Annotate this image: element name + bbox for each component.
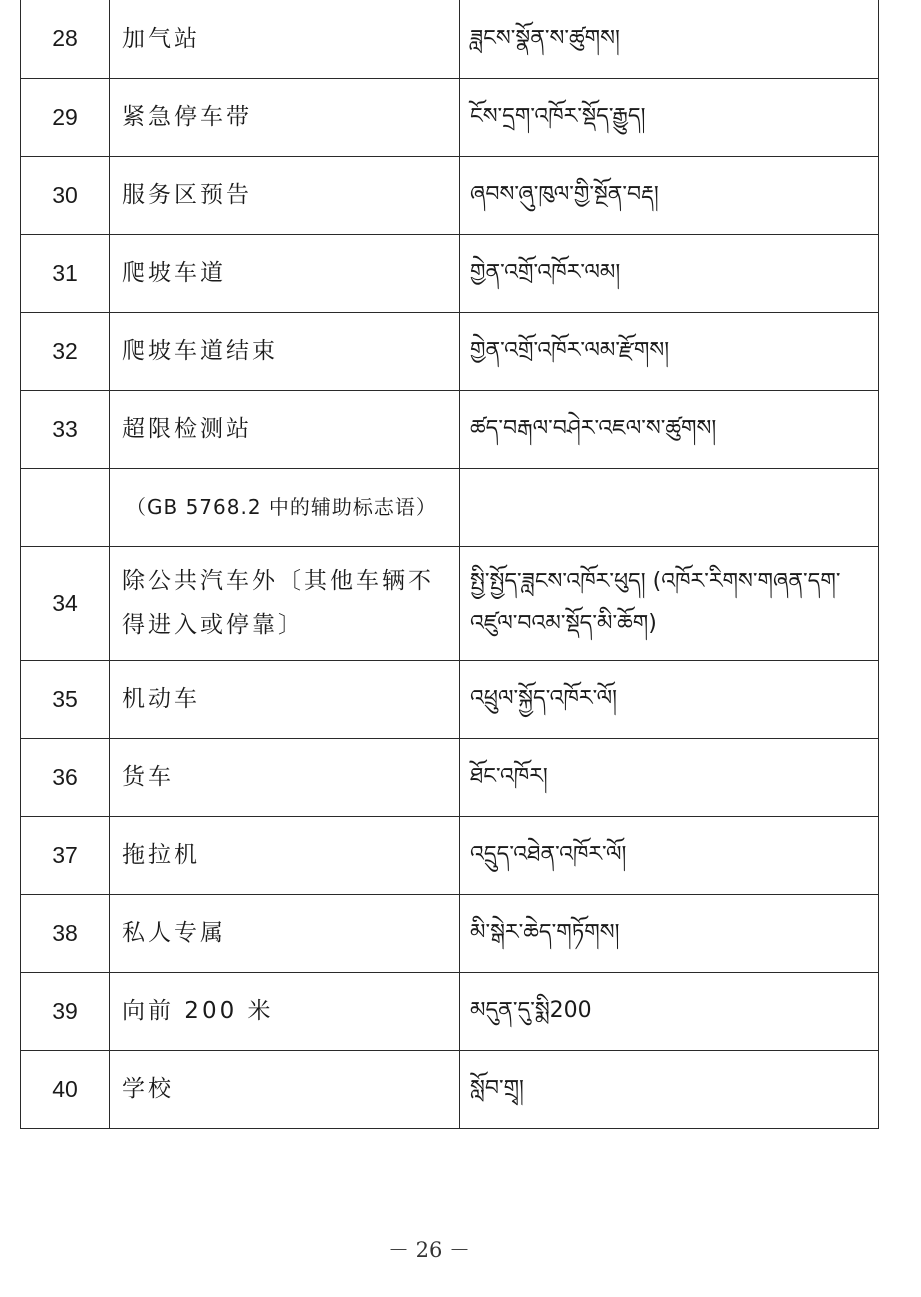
tibetan-term: གྱེན་འགྲོ་འཁོར་ལམ་རྫོགས། — [460, 312, 879, 390]
tibetan-term: མདུན་དུ་སྨི200 — [460, 972, 879, 1050]
table-row — [21, 816, 879, 894]
tibetan-term: གྱེན་འགྲོ་འཁོར་ལམ། — [460, 234, 879, 312]
chinese-term: 加气站 — [110, 0, 460, 78]
chinese-term: 紧急停车带 — [110, 78, 460, 156]
tibetan-term: ཚད་བརྒལ་བཤེར་འཇལ་ས་ཚུགས། — [460, 390, 879, 468]
table-section-row — [21, 468, 879, 546]
table-row — [21, 894, 879, 972]
table-body — [21, 0, 879, 1128]
row-number: 33 — [21, 390, 110, 468]
table-row — [21, 78, 879, 156]
row-number: 28 — [21, 0, 110, 78]
tibetan-term: སློབ་གྲྭ། — [460, 1050, 879, 1128]
row-number: 29 — [21, 78, 110, 156]
table-row — [21, 660, 879, 738]
tibetan-term: འདྲུད་འཐེན་འཁོར་ལོ། — [460, 816, 879, 894]
chinese-term: 除公共汽车外〔其他车辆不得进入或停靠〕 — [110, 546, 460, 660]
chinese-term: 货车 — [110, 738, 460, 816]
row-number: 35 — [21, 660, 110, 738]
table-row — [21, 972, 879, 1050]
row-number: 40 — [21, 1050, 110, 1128]
chinese-term: 私人专属 — [110, 894, 460, 972]
tibetan-term: སྤྱི་སྤྱོད་ཟླངས་འཁོར་ཕུད། (འཁོར་རིགས་གཞན་དག་འཛུལ་བའམ་སྡོད་མི་ཆོག) — [460, 546, 879, 660]
chinese-term: 超限检测站 — [110, 390, 460, 468]
table-row — [21, 546, 879, 660]
row-number: 36 — [21, 738, 110, 816]
chinese-term: 服务区预告 — [110, 156, 460, 234]
tibetan-term: ཟླངས་སྣོན་ས་ཚུགས། — [460, 0, 879, 78]
table-row — [21, 738, 879, 816]
chinese-term: 爬坡车道 — [110, 234, 460, 312]
tibetan-term: ཞབས་ཞུ་ཁུལ་གྱི་སྔོན་བརྡ། — [460, 156, 879, 234]
table-row — [21, 312, 879, 390]
table-row — [21, 234, 879, 312]
row-number: 34 — [21, 546, 110, 660]
chinese-term: 机动车 — [110, 660, 460, 738]
table-row — [21, 1050, 879, 1128]
tibetan-term: ཐོང་འཁོར། — [460, 738, 879, 816]
table-row — [21, 0, 879, 78]
row-number: 32 — [21, 312, 110, 390]
row-number — [21, 468, 110, 546]
row-number: 31 — [21, 234, 110, 312]
tibetan-term: འཕྲུལ་སྐྱོད་འཁོར་ལོ། — [460, 660, 879, 738]
row-number: 38 — [21, 894, 110, 972]
terminology-table — [20, 0, 879, 1129]
table-row — [21, 156, 879, 234]
row-number: 39 — [21, 972, 110, 1050]
section-note: （GB 5768.2 中的辅助标志语） — [110, 468, 460, 546]
tibetan-term: ངོས་དྲག་འཁོར་སྡོད་རྒྱུད། — [460, 78, 879, 156]
table-row — [21, 390, 879, 468]
chinese-term: 爬坡车道结束 — [110, 312, 460, 390]
tibetan-term — [460, 468, 879, 546]
row-number: 37 — [21, 816, 110, 894]
chinese-term: 拖拉机 — [110, 816, 460, 894]
chinese-term: 向前 200 米 — [110, 972, 460, 1050]
page-number: － 26 － — [387, 1238, 471, 1262]
chinese-term: 学校 — [110, 1050, 460, 1128]
tibetan-term: མི་སྒེར་ཆེད་གཏོགས། — [460, 894, 879, 972]
row-number: 30 — [21, 156, 110, 234]
